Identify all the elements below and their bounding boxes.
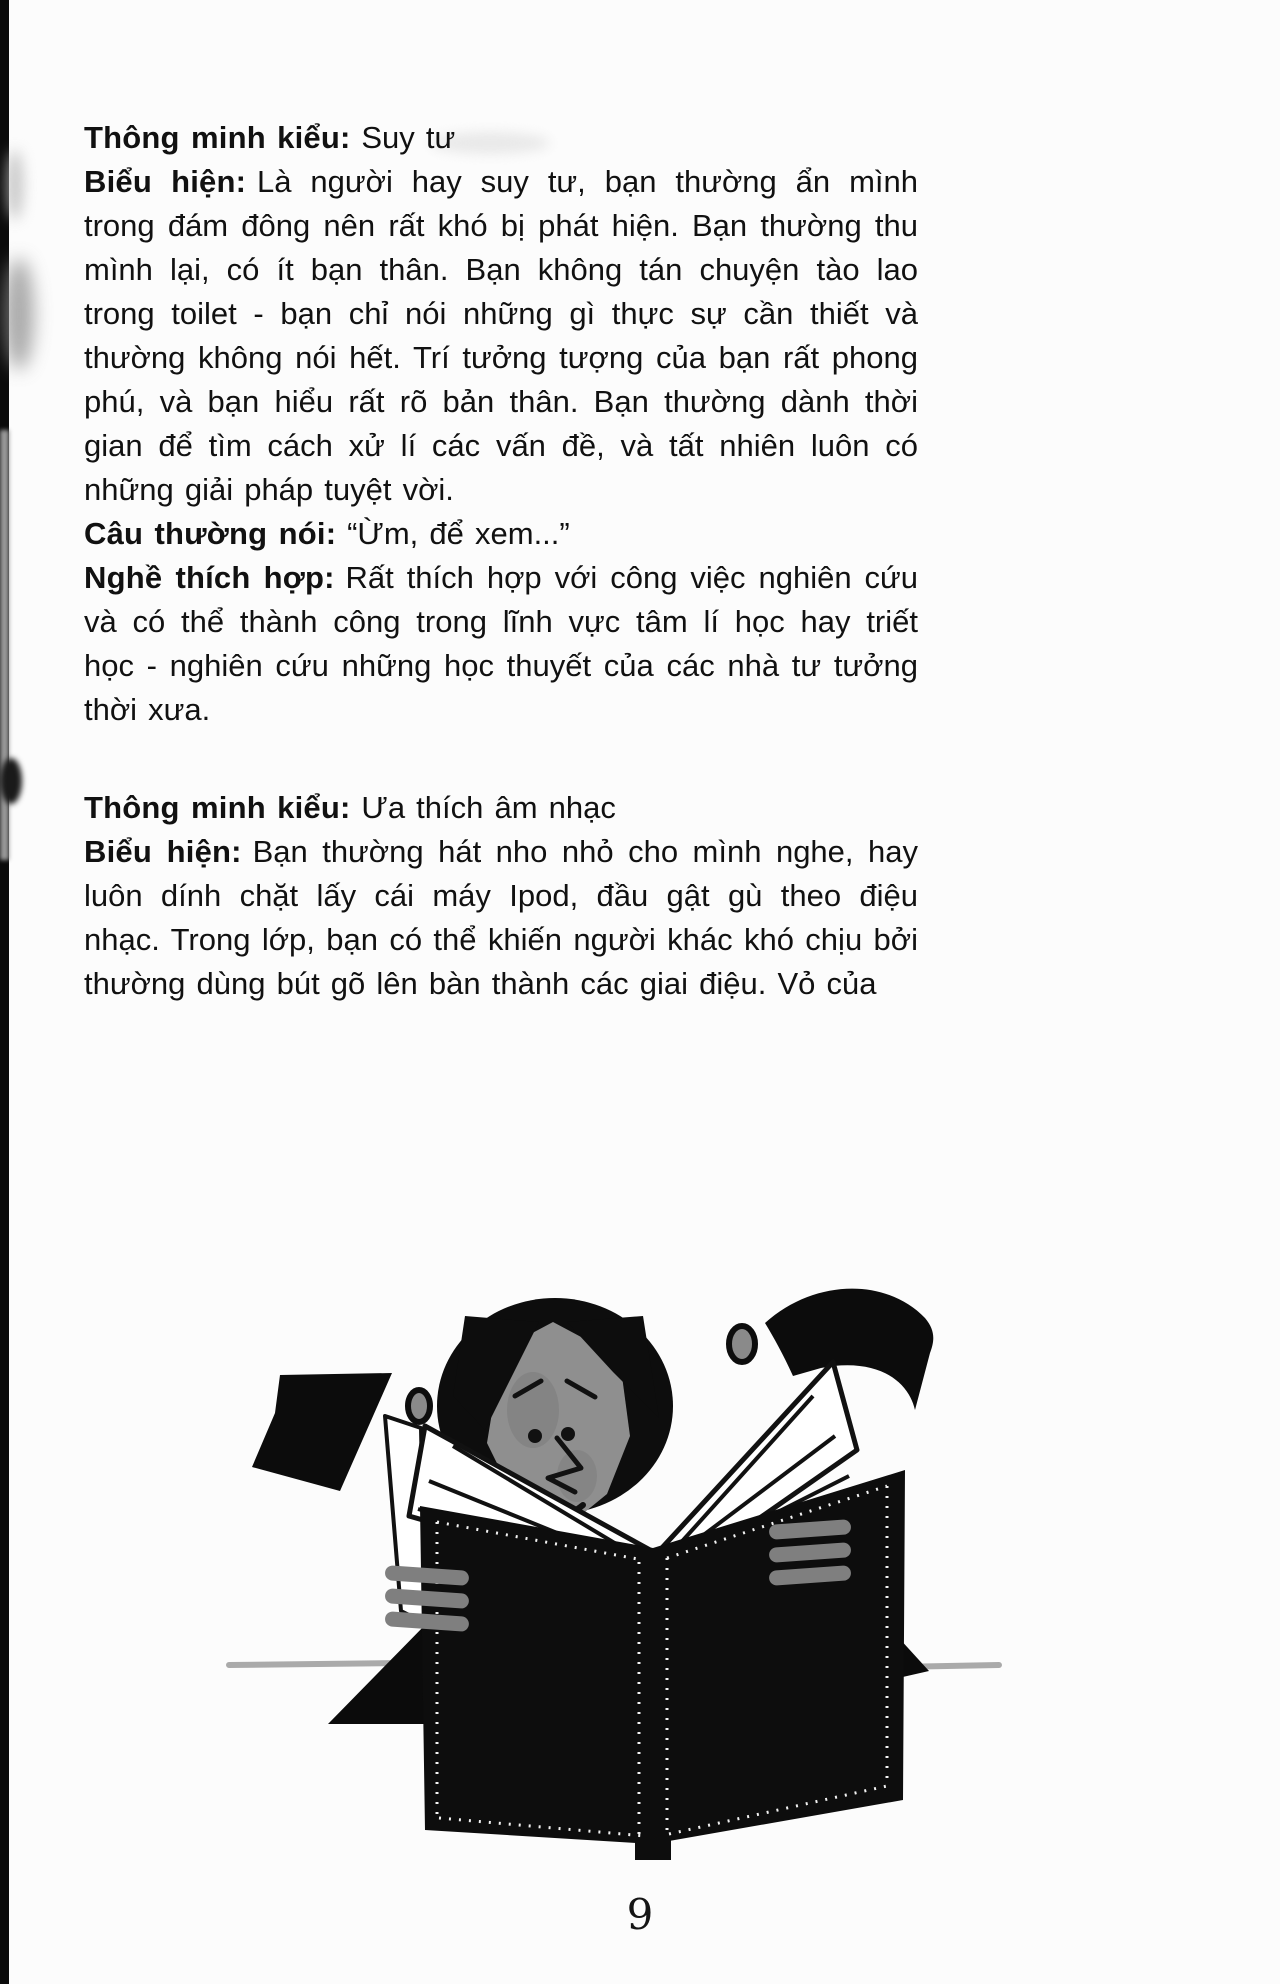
- hair-tie-right: [729, 1326, 755, 1362]
- paragraph: [84, 512, 918, 556]
- entry-label: Nghề thích hợp:: [84, 560, 335, 595]
- entry-label: Câu thường nói:: [84, 516, 337, 551]
- scan-smudge: [0, 758, 22, 804]
- skirt-left: [328, 1623, 437, 1724]
- paragraph: [84, 116, 918, 160]
- paragraph: [84, 830, 918, 1006]
- scan-smudge: [4, 258, 34, 370]
- entry-text: Bạn thường hát nho nhỏ cho mình nghe, hay luôn dính chặt lấy cái máy Ipod, đầu gật gù theo điệu nhạc. Trong lớp, bạn có thể khiến người khác khó chịu bởi thường dùng bút gõ lên bàn thành các giai điệu. Vỏ của: [84, 834, 918, 1001]
- eye-left: [528, 1429, 542, 1443]
- paragraph: [84, 556, 918, 732]
- hand-right-fingers: [769, 1519, 852, 1586]
- entry-label: Thông minh kiểu:: [84, 120, 351, 155]
- paragraph: [84, 786, 918, 830]
- section-intelligence-reflective: [84, 116, 918, 732]
- eye-right: [561, 1427, 575, 1441]
- scan-smudge: [7, 150, 23, 220]
- section-intelligence-musical: [84, 786, 918, 1006]
- entry-text: Suy tư: [361, 120, 456, 155]
- hair-tie-left: [408, 1390, 430, 1422]
- ground-line-left: [229, 1663, 407, 1665]
- page-number: 9: [626, 1890, 654, 1939]
- entry-label: Biểu hiện:: [84, 164, 247, 199]
- book-spine-tab: [635, 1840, 671, 1860]
- entry-text: Rất thích hợp với công việc nghiên cứu và có thể thành công trong lĩnh vực tâm lí học hay triết học - nghiên cứu những học thuyết của các nhà tư tưởng thời xưa.: [84, 560, 918, 727]
- girl-reading-book-illustration: [215, 1278, 1005, 1882]
- entry-text: Là người hay suy tư, bạn thường ẩn mình trong đám đông nên rất khó bị phát hiện. Bạn thường thu mình lại, có ít bạn thân. Bạn không tán chuyện tào lao trong toilet - bạn chỉ nói những gì thực sự cần thiết và thường không nói hết. Trí tưởng tượng của bạn rất phong phú, và bạn hiểu rất rõ bản thân. Bạn thường dành thời gian để tìm cách xử lí các vấn đề, và tất nhiên luôn có những giải pháp tuyệt vời.: [84, 164, 919, 507]
- entry-text: Ưa thích âm nhạc: [361, 790, 616, 825]
- paragraph: [84, 160, 918, 512]
- pigtail-left: [252, 1373, 392, 1491]
- entry-text: “Ừm, để xem...”: [347, 516, 570, 551]
- entry-label: Biểu hiện:: [84, 834, 242, 869]
- hand-left-fingers: [385, 1565, 470, 1632]
- pigtail-right: [765, 1289, 933, 1410]
- page-text: [84, 116, 918, 1006]
- entry-label: Thông minh kiểu:: [84, 790, 351, 825]
